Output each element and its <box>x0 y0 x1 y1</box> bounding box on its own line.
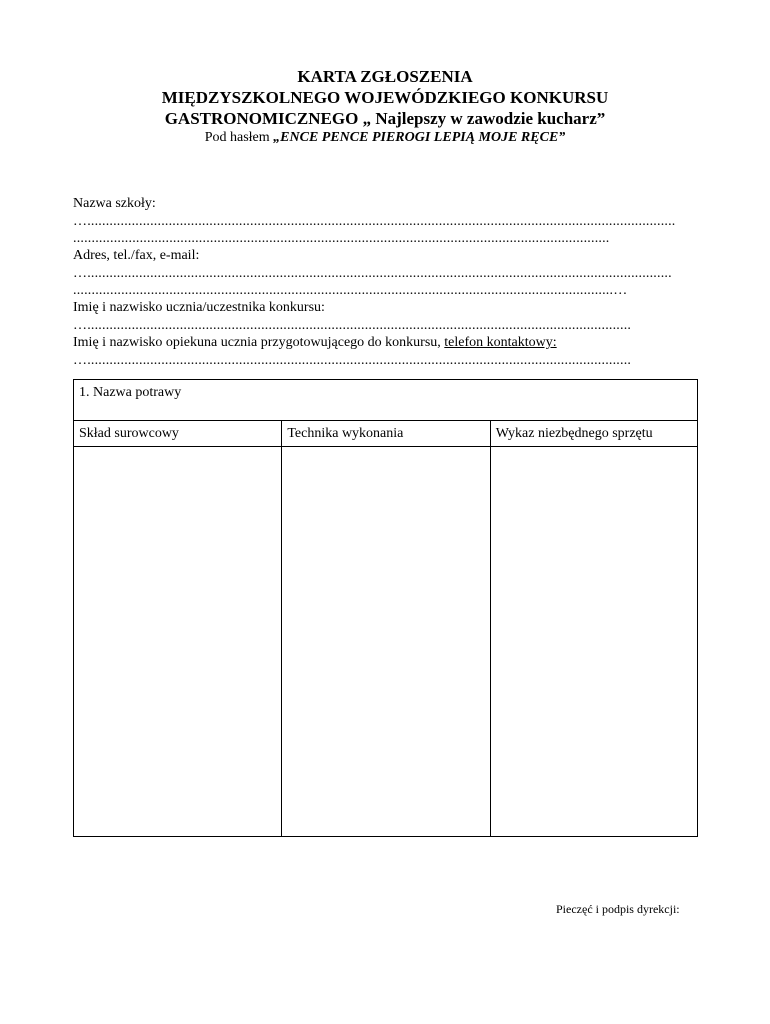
tutor-field[interactable]: …................................................................................................................................................... <box>73 353 632 368</box>
address-field-line2[interactable]: ..................................................................................................................................................… <box>73 283 628 298</box>
motto-prefix: Pod hasłem <box>204 130 274 145</box>
col-header-ingredients: Skład surowcowy <box>74 421 282 447</box>
col-header-equipment: Wykaz niezbędnego sprzętu <box>490 421 697 447</box>
tutor-label-text: Imię i nazwisko opiekuna ucznia przygotowującego do konkursu, <box>73 335 445 350</box>
equipment-cell[interactable] <box>490 447 697 837</box>
form-title-line2: MIĘDZYSZKOLNEGO WOJEWÓDZKIEGO KONKURSU <box>161 88 609 107</box>
form-title: KARTA ZGŁOSZENIA <box>297 67 473 86</box>
school-name-label: Nazwa szkoły: <box>73 196 156 211</box>
tutor-label <box>73 334 728 352</box>
tutor-phone-label: telefon kontaktowy: <box>444 335 557 350</box>
dish-table <box>73 379 698 837</box>
form-fields <box>73 195 728 369</box>
form-motto-line <box>0 129 770 147</box>
form-header <box>0 66 770 147</box>
school-name-field-line1[interactable]: …............................................................................................................................................................... <box>73 214 676 229</box>
dish-name-label: 1. Nazwa potrawy <box>79 385 182 400</box>
student-name-field[interactable]: …................................................................................................................................................... <box>73 318 632 333</box>
dish-name-cell[interactable] <box>74 380 698 421</box>
ingredients-cell[interactable] <box>74 447 282 837</box>
address-field-line1[interactable]: ….............................................................................................................................................................. <box>73 266 672 281</box>
school-name-field-line2[interactable]: ................................................................................................................................................. <box>73 231 610 246</box>
form-title-line3: GASTRONOMICZNEGO „ Najlepszy w zawodzie kucharz” <box>164 109 606 128</box>
student-name-label: Imię i nazwisko ucznia/uczestnika konkursu: <box>73 300 325 315</box>
address-label: Adres, tel./fax, e-mail: <box>73 248 200 263</box>
technique-cell[interactable] <box>282 447 490 837</box>
stamp-signature-label: Pieczęć i podpis dyrekcji: <box>556 902 680 916</box>
col-header-technique: Technika wykonania <box>282 421 490 447</box>
motto-text: „ENCE PENCE PIEROGI LEPIĄ MOJE RĘCE” <box>273 130 566 145</box>
